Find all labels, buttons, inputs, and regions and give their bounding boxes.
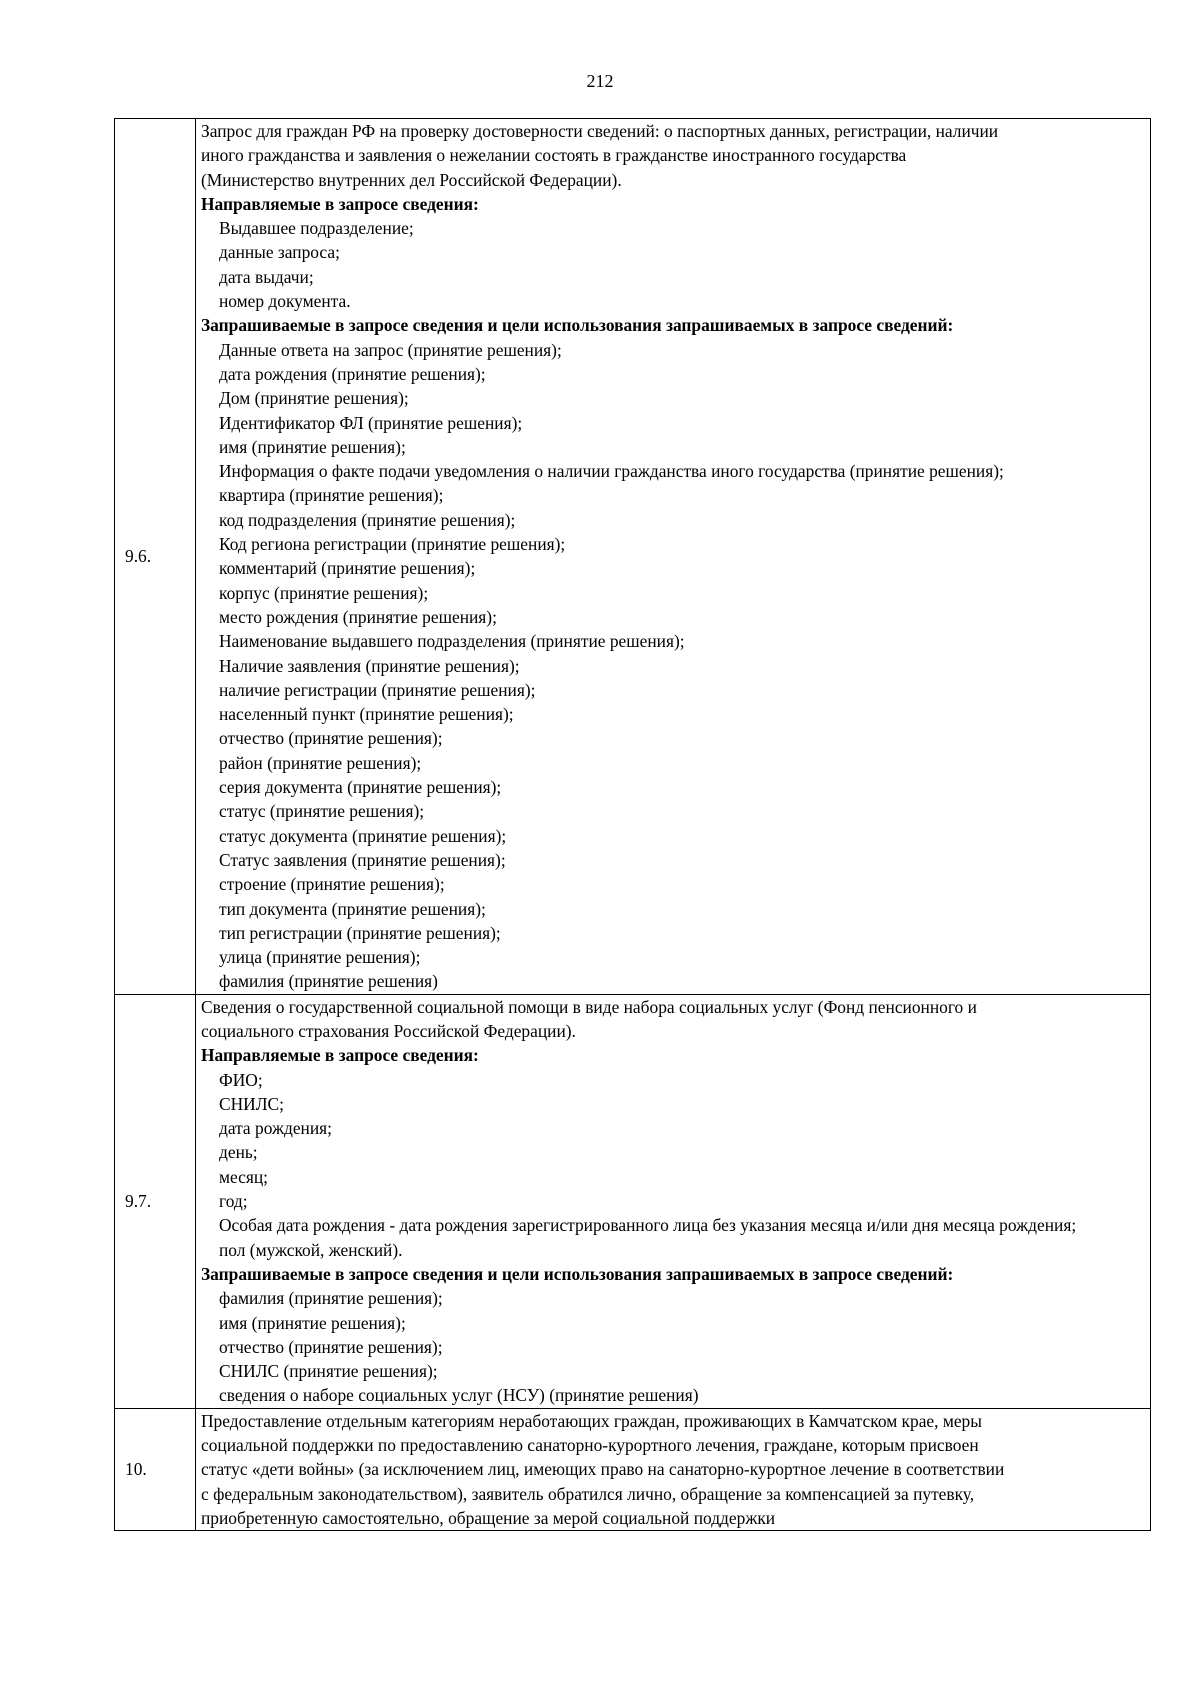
list-item: фамилия (принятие решения); (219, 1288, 443, 1309)
table-row (115, 119, 1151, 995)
list-item: дата рождения; (219, 1118, 332, 1139)
list-item: данные запроса; (219, 242, 340, 263)
row-content (196, 119, 1151, 995)
list-item: фамилия (принятие решения) (219, 971, 438, 992)
section-heading: Запрашиваемые в запросе сведения и цели использования запрашиваемых в запросе сведений: (201, 315, 954, 336)
list-item: дата выдачи; (219, 266, 314, 287)
list-item: дата рождения (принятие решения); (219, 363, 486, 384)
list-item: статус документа (принятие решения); (219, 825, 507, 846)
row-number: 9.6. (115, 119, 196, 995)
content-line: Сведения о государственной социальной помощи в виде набора социальных услуг (Фонд пенсионного и (201, 996, 977, 1017)
list-item: комментарий (принятие решения); (219, 558, 476, 579)
list-item: улица (принятие решения); (219, 947, 421, 968)
row-content (196, 1408, 1151, 1530)
section-heading: Запрашиваемые в запросе сведения и цели использования запрашиваемых в запросе сведений: (201, 1263, 954, 1284)
list-item: наличие регистрации (принятие решения); (219, 679, 536, 700)
section-heading: Направляемые в запросе сведения: (201, 193, 479, 214)
list-item: имя (принятие решения); (219, 436, 406, 457)
content-line: приобретенную самостоятельно, обращение за мерой социальной поддержки (201, 1507, 776, 1528)
content-line: Предоставление отдельным категориям неработающих граждан, проживающих в Камчатском крае, меры (201, 1410, 982, 1431)
list-item: Данные ответа на запрос (принятие решения); (219, 339, 562, 360)
row-content (196, 994, 1151, 1408)
list-item: отчество (принятие решения); (219, 1336, 443, 1357)
list-item: отчество (принятие решения); (219, 728, 443, 749)
list-item: Статус заявления (принятие решения); (219, 849, 506, 870)
list-item: Особая дата рождения - дата рождения зарегистрированного лица без указания месяца и/или дня месяца рождения; (219, 1215, 1077, 1236)
list-item: квартира (принятие решения); (219, 485, 444, 506)
content-line: (Министерство внутренних дел Российской Федерации). (201, 169, 622, 190)
list-item: строение (принятие решения); (219, 874, 445, 895)
list-item: год; (219, 1191, 248, 1212)
list-item: корпус (принятие решения); (219, 582, 429, 603)
list-item: день; (219, 1142, 258, 1163)
row-number: 9.7. (115, 994, 196, 1408)
list-item: ФИО; (219, 1069, 263, 1090)
list-item: месяц; (219, 1166, 269, 1187)
list-item: пол (мужской, женский). (219, 1239, 403, 1260)
content-line: социального страхования Российской Федерации). (201, 1020, 576, 1041)
list-item: Наличие заявления (принятие решения); (219, 655, 520, 676)
list-item: Наименование выдавшего подразделения (принятие решения); (219, 631, 685, 652)
list-item: имя (принятие решения); (219, 1312, 406, 1333)
content-line: с федеральным законодательством), заявитель обратился лично, обращение за компенсацией за путевку, (201, 1483, 975, 1504)
content-line: социальной поддержки по предоставлению санаторно-курортного лечения, граждане, которым присвоен (201, 1435, 979, 1456)
list-item: Код региона регистрации (принятие решения); (219, 534, 566, 555)
content-line: Запрос для граждан РФ на проверку достоверности сведений: о паспортных данных, регистрации, наличии (201, 121, 999, 141)
list-item: Дом (принятие решения); (219, 388, 409, 409)
list-item: серия документа (принятие решения); (219, 777, 502, 798)
content-line: статус «дети войны» (за исключением лиц, имеющих право на санаторно-курортное лечение в соответствии (201, 1459, 1005, 1480)
list-item: номер документа. (219, 291, 351, 312)
table-row (115, 1408, 1151, 1530)
list-item: район (принятие решения); (219, 752, 422, 773)
list-item: код подразделения (принятие решения); (219, 509, 516, 530)
list-item: СНИЛС (принятие решения); (219, 1361, 438, 1382)
list-item: сведения о наборе социальных услуг (НСУ) (принятие решения) (219, 1385, 699, 1406)
row-number: 10. (115, 1408, 196, 1530)
list-item: Идентификатор ФЛ (принятие решения); (219, 412, 523, 433)
list-item: Выдавшее подразделение; (219, 218, 414, 239)
list-item: СНИЛС; (219, 1093, 284, 1114)
content-line: иного гражданства и заявления о нежелании состоять в гражданстве иностранного государства (201, 145, 907, 166)
list-item: статус (принятие решения); (219, 801, 425, 822)
table-row (115, 994, 1151, 1408)
list-item: населенный пункт (принятие решения); (219, 704, 514, 725)
requests-table (114, 118, 1151, 1531)
page-number: 212 (586, 71, 614, 91)
section-heading: Направляемые в запросе сведения: (201, 1045, 479, 1066)
list-item: место рождения (принятие решения); (219, 606, 497, 627)
list-item: Информация о факте подачи уведомления о наличии гражданства иного государства (принятие решения); (219, 461, 1004, 482)
list-item: тип регистрации (принятие решения); (219, 922, 501, 943)
list-item: тип документа (принятие решения); (219, 898, 486, 919)
